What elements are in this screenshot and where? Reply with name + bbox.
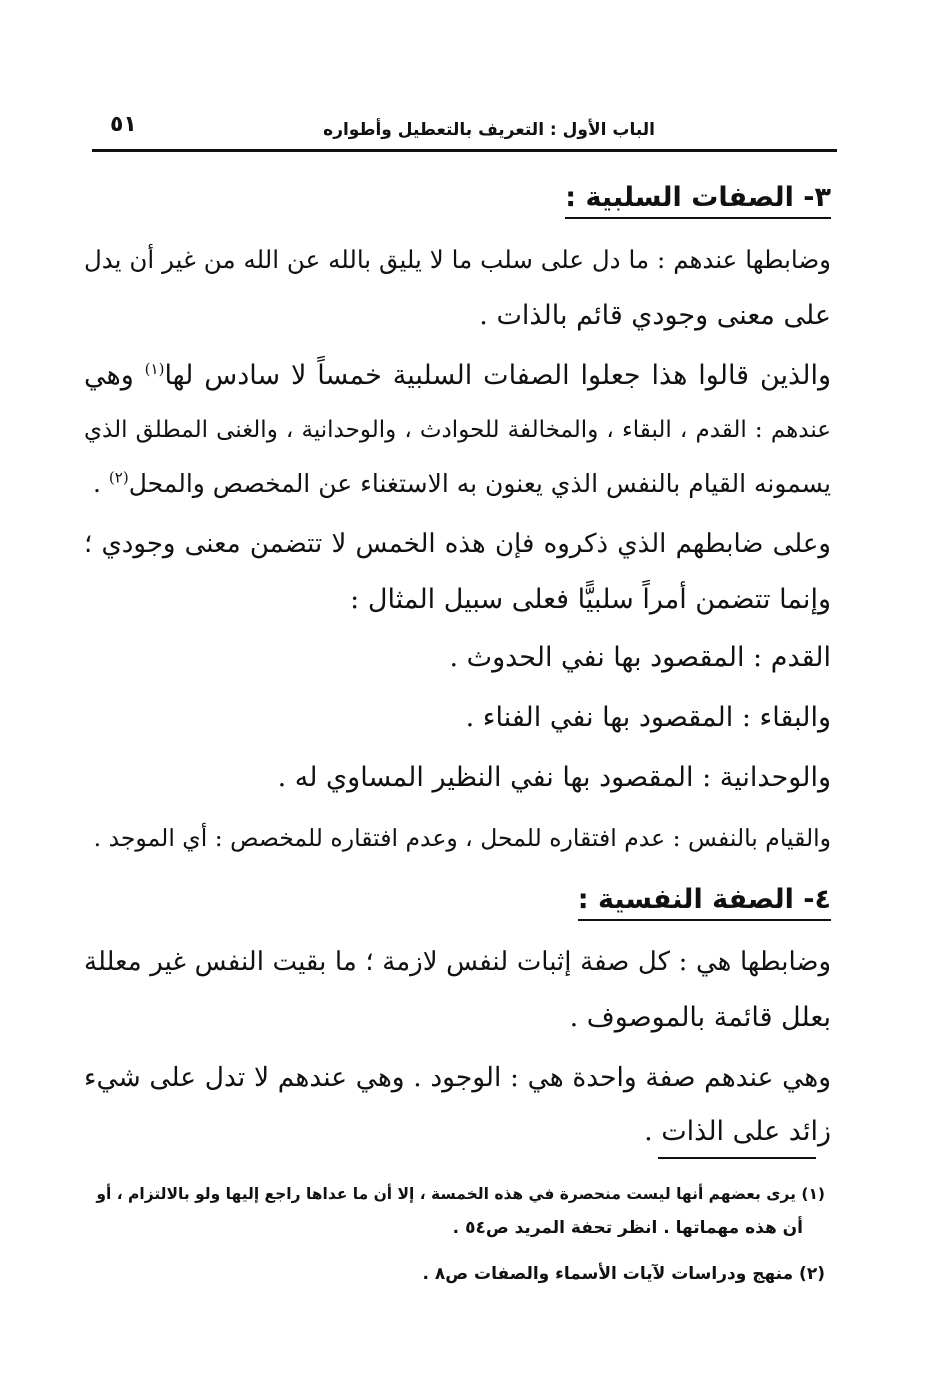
text-line: وضابطها عندهم : ما دل على سلب ما لا يليق بالله عن الله من غير أن يدل — [84, 245, 831, 274]
example-line: القدم : المقصود بها نفي الحدوث . — [449, 642, 831, 673]
footnote-ref: (١) — [144, 360, 165, 378]
text-line: زائد على الذات . — [644, 1116, 831, 1147]
chapter-title: الباب الأول : التعريف بالتعطيل وأطواره — [323, 120, 655, 140]
page-number: ٥١ — [110, 112, 137, 137]
footnote-1-cont: أن هذه مهماتها . انظر تحفة المريد ص٥٤ . — [452, 1218, 803, 1238]
example-line: والبقاء : المقصود بها نفي الفناء . — [465, 702, 831, 733]
footnote-2: (٢) منهج ودراسات لآيات الأسماء والصفات ص٨ . — [422, 1264, 825, 1284]
text-line: على معنى وجودي قائم بالذات . — [479, 300, 831, 331]
running-header — [92, 112, 835, 148]
text-line: وهي عندهم صفة واحدة هي : الوجود . وهي عندهم لا تدل على شيء — [84, 1062, 831, 1093]
footnote-ref: (٢) — [108, 468, 129, 487]
section-heading-essential-attribute: ٤- الصفة النفسية : — [578, 880, 831, 920]
section-heading-negative-attributes: ٣- الصفات السلبية : — [565, 178, 831, 218]
text-line: والذين قالوا هذا جعلوا الصفات السلبية خمساً لا سادس لها$^{(١)}$ وهي — [84, 360, 831, 391]
footnote-1: (١) يرى بعضهم أنها ليست منحصرة في هذه الخمسة ، إلا أن ما عداها راجع إليها ولو بالالتزام ، أو — [96, 1185, 825, 1203]
text-line: وضابطها هي : كل صفة إثبات لنفس لازمة ؛ ما بقيت النفس غير معللة — [84, 947, 831, 977]
text-line: عندهم : القدم ، البقاء ، والمخالفة للحوادث ، والوحدانية ، والغنى المطلق الذي — [84, 417, 831, 443]
header-rule — [92, 149, 837, 152]
text-line: يسمونه القيام بالنفس الذي يعنون به الاستغناء عن المخصص والمحل$^{(٢)}$ . — [93, 468, 831, 498]
text-line: وإنما تتضمن أمراً سلبيًّا فعلى سبيل المثال : — [350, 584, 831, 615]
text-line: وعلى ضابطهم الذي ذكروه فإن هذه الخمس لا تتضمن معنى وجودي ؛ — [84, 529, 831, 559]
example-line: والوحدانية : المقصود بها نفي النظير المساوي له . — [277, 762, 831, 793]
footnote-rule — [658, 1157, 816, 1159]
text-line: بعلل قائمة بالموصوف . — [569, 1002, 831, 1033]
example-line: والقيام بالنفس : عدم افتقاره للمحل ، وعدم افتقاره للمخصص : أي الموجد . — [93, 824, 831, 852]
